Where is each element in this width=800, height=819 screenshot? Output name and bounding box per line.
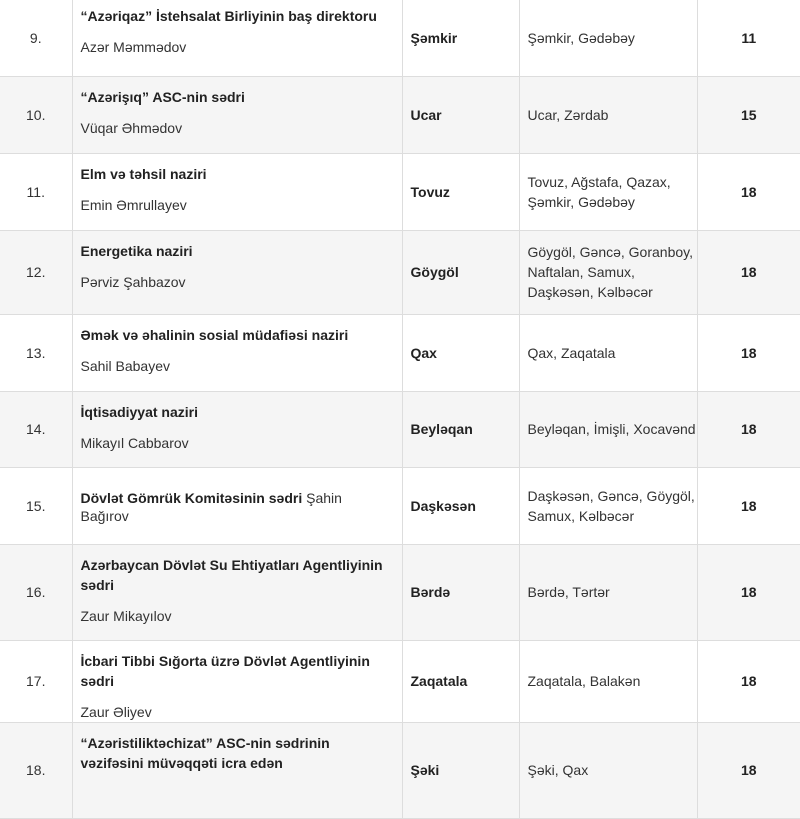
person-name: Sahil Babayev: [80, 357, 171, 374]
row-number: 17.: [0, 640, 72, 722]
position-title: Elm və təhsil naziri: [80, 165, 207, 182]
regions-cell: [519, 76, 697, 153]
table-row: [0, 640, 800, 722]
district: Bərdə: [402, 544, 519, 640]
district: Daşkəsən: [402, 467, 519, 544]
regions-cell: [519, 544, 697, 640]
row-number: 10.: [0, 76, 72, 153]
district: Ucar: [402, 76, 519, 153]
regions-cell: [519, 467, 697, 544]
count: 18: [697, 314, 800, 391]
regions-line: Daşkəsən, Gəncə, Göygöl,: [527, 487, 695, 504]
person-name: Pərviz Şahbazov: [80, 273, 186, 290]
district: Tovuz: [402, 153, 519, 230]
position-title: “Azəristiliktəchizat” ASC-nin sədrinin vəzifəsini müvəqqəti icra edən: [80, 734, 330, 771]
regions-cell: [519, 722, 697, 818]
regions-cell: [519, 314, 697, 391]
position-cell: [72, 153, 402, 230]
regions-line: Beyləqan, İmişli, Xocavənd: [527, 421, 696, 437]
district: Zaqatala: [402, 640, 519, 722]
regions-cell: [519, 230, 697, 314]
regions-line: Zaqatala, Balakən: [527, 673, 641, 689]
district: Şəmkir: [402, 0, 519, 76]
count: 18: [697, 230, 800, 314]
position-cell: [72, 640, 402, 722]
position-title: “Azərişıq” ASC-nin sədri: [80, 88, 245, 105]
person-name: Zaur Əliyev: [80, 703, 152, 720]
row-number: 9.: [0, 0, 72, 76]
position-cell: [72, 314, 402, 391]
row-number: 14.: [0, 391, 72, 467]
regions-cell: [519, 391, 697, 467]
regions-line: Bərdə, Tərtər: [527, 584, 610, 600]
district: Şəki: [402, 722, 519, 818]
district: Beyləqan: [402, 391, 519, 467]
regions-line: Daşkəsən, Kəlbəcər: [527, 284, 653, 300]
table-row: [0, 544, 800, 640]
position-cell: [72, 230, 402, 314]
row-number: 15.: [0, 467, 72, 544]
count: 15: [697, 76, 800, 153]
table-row: [0, 722, 800, 818]
table-row: [0, 153, 800, 230]
position-cell: [72, 76, 402, 153]
position-title: “Azəriqaz” İstehsalat Birliyinin baş direktoru: [80, 8, 377, 24]
count: 11: [697, 0, 800, 76]
position-title: İqtisadiyyat naziri: [80, 403, 198, 420]
row-number: 16.: [0, 544, 72, 640]
person-name: Zaur Mikayılov: [80, 607, 172, 624]
count: 18: [697, 722, 800, 818]
count: 18: [697, 544, 800, 640]
table-row: [0, 76, 800, 153]
position-title: Dövlət Gömrük Komitəsinin sədri: [80, 489, 303, 506]
regions-cell: [519, 153, 697, 230]
regions-line: Şəmkir, Gədəbəy: [527, 29, 635, 46]
position-cell: [72, 544, 402, 640]
regions-cell: [519, 0, 697, 76]
position-cell: [72, 0, 402, 76]
table-row: [0, 230, 800, 314]
table-row: [0, 0, 800, 76]
regions-line: Şəki, Qax: [527, 762, 589, 778]
person-name: Vüqar Əhmədov: [80, 119, 183, 136]
regions-line: Samux, Kəlbəcər: [527, 507, 635, 524]
row-number: 12.: [0, 230, 72, 314]
row-number: 18.: [0, 722, 72, 818]
count: 18: [697, 391, 800, 467]
table-row: [0, 314, 800, 391]
district: Göygöl: [402, 230, 519, 314]
table-row: [0, 391, 800, 467]
row-number: 13.: [0, 314, 72, 391]
position-cell: [72, 467, 402, 544]
person-name: Azər Məmmədov: [80, 39, 187, 55]
position-cell: [72, 722, 402, 818]
regions-line: Tovuz, Ağstafa, Qazax,: [527, 173, 671, 190]
person-name: Emin Əmrullayev: [80, 196, 187, 213]
count: 18: [697, 640, 800, 722]
person-name: Şahin Bağırov: [80, 489, 342, 524]
position-title: Energetika naziri: [80, 242, 193, 259]
position-title: Azərbaycan Dövlət Su Ehtiyatları Agentliyinin sədri: [80, 556, 383, 593]
regions-line: Şəmkir, Gədəbəy: [527, 193, 635, 210]
count: 18: [697, 153, 800, 230]
regions-line: Ucar, Zərdab: [527, 106, 609, 123]
regions-cell: [519, 640, 697, 722]
position-cell: [72, 391, 402, 467]
position-title: Əmək və əhalinin sosial müdafiəsi naziri: [80, 326, 349, 343]
regions-line: Göygöl, Gəncə, Goranboy,: [527, 244, 693, 260]
count: 18: [697, 467, 800, 544]
district: Qax: [402, 314, 519, 391]
regions-line: Naftalan, Samux,: [527, 264, 635, 280]
table-row: [0, 467, 800, 544]
regions-line: Qax, Zaqatala: [527, 344, 616, 361]
row-number: 11.: [0, 153, 72, 230]
person-name: Mikayıl Cabbarov: [80, 434, 189, 451]
position-title: İcbari Tibbi Sığorta üzrə Dövlət Agentliyinin sədri: [80, 652, 370, 689]
